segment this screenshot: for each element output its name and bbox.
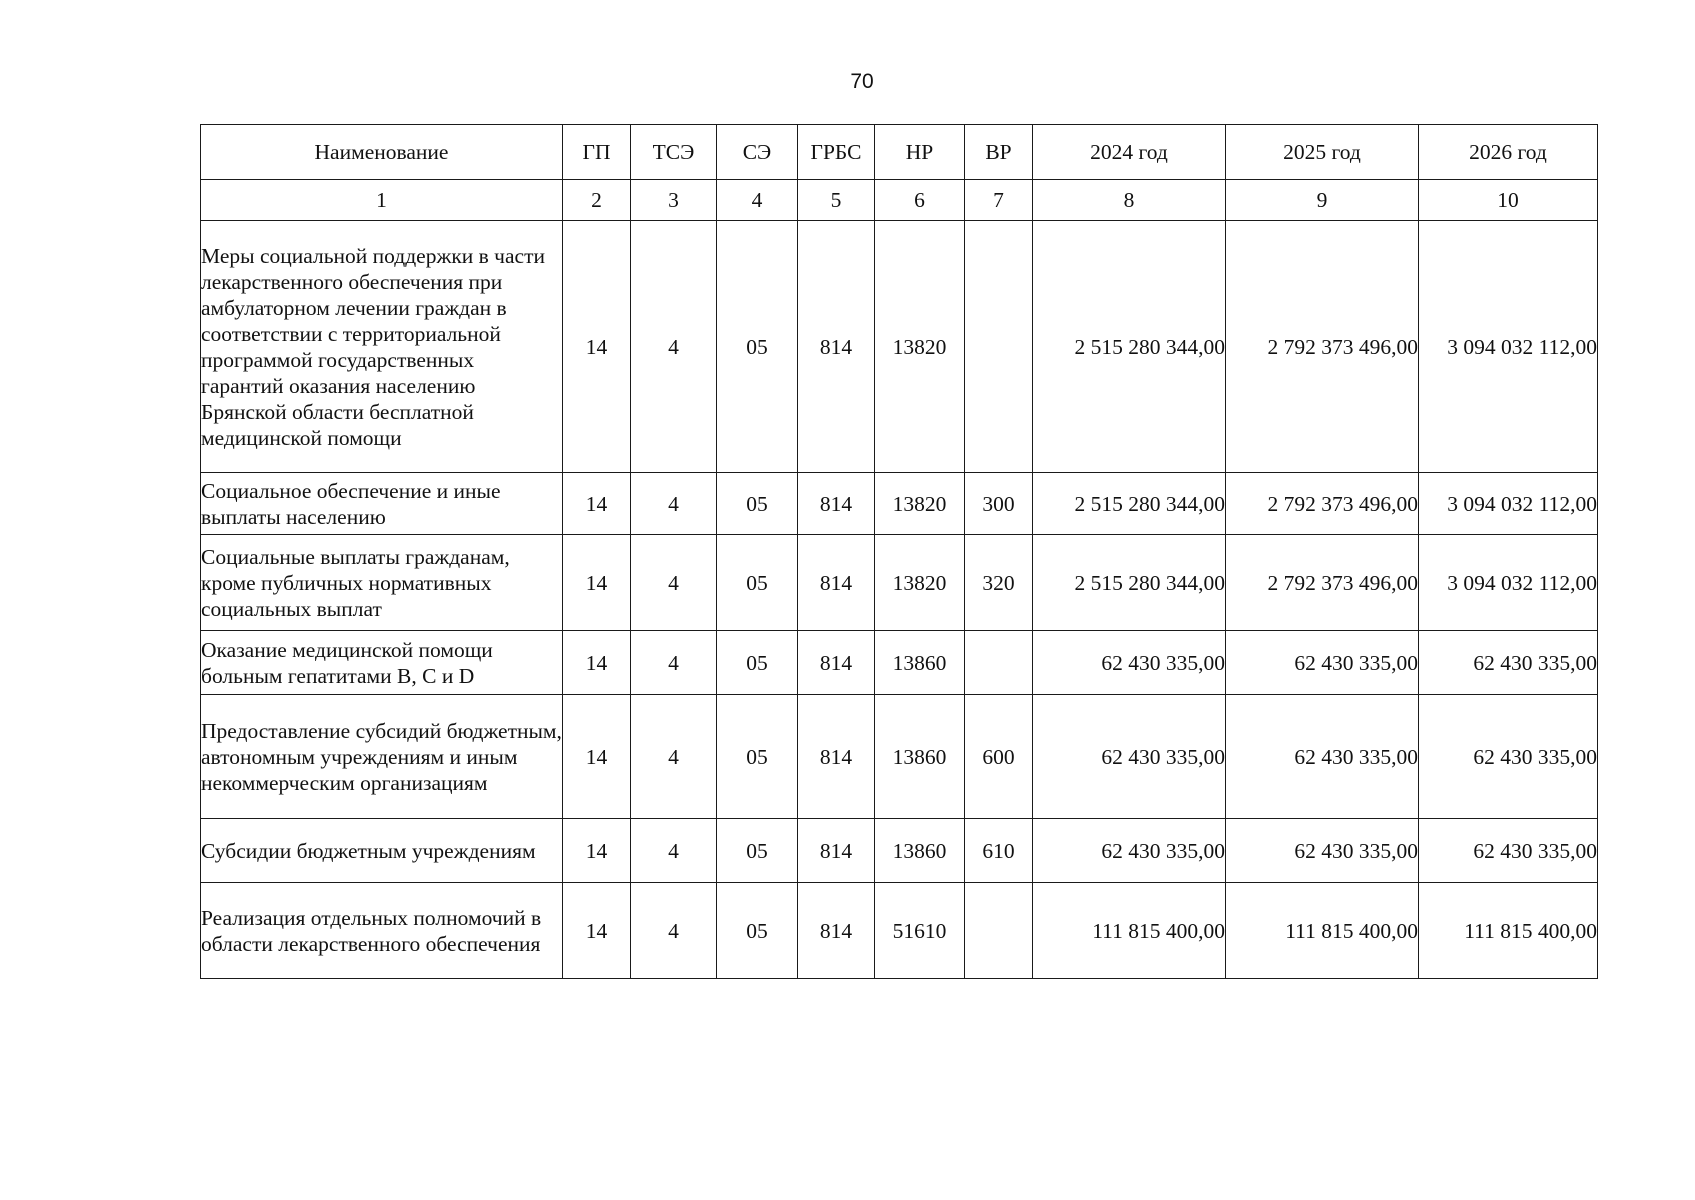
table-row — [201, 695, 1598, 819]
budget-table — [200, 124, 1598, 979]
cell-2026: 3 094 032 112,00 — [1419, 221, 1598, 473]
cell-name: Реализация отдельных полномочий в области лекарственного обеспечения — [201, 883, 563, 979]
cell-2026: 62 430 335,00 — [1419, 631, 1598, 695]
header-se: СЭ — [717, 125, 798, 180]
cell-2025: 62 430 335,00 — [1226, 631, 1419, 695]
header-nr: НР — [875, 125, 965, 180]
cell-tse: 4 — [631, 695, 717, 819]
table-row — [201, 631, 1598, 695]
column-number: 4 — [717, 180, 798, 221]
cell-se: 05 — [717, 819, 798, 883]
column-number: 2 — [563, 180, 631, 221]
header-gp: ГП — [563, 125, 631, 180]
cell-vr — [965, 221, 1033, 473]
cell-grbs: 814 — [798, 695, 875, 819]
header-2024: 2024 год — [1033, 125, 1226, 180]
cell-tse: 4 — [631, 819, 717, 883]
header-row — [201, 125, 1598, 180]
table-row — [201, 535, 1598, 631]
cell-nr: 13860 — [875, 695, 965, 819]
cell-2024: 2 515 280 344,00 — [1033, 473, 1226, 535]
header-vr: ВР — [965, 125, 1033, 180]
cell-se: 05 — [717, 473, 798, 535]
cell-name: Предоставление субсидий бюджетным, автономным учреждениям и иным некоммерческим организациям — [201, 695, 563, 819]
cell-gp: 14 — [563, 631, 631, 695]
cell-name: Социальное обеспечение и иные выплаты населению — [201, 473, 563, 535]
header-name: Наименование — [201, 125, 563, 180]
cell-tse: 4 — [631, 221, 717, 473]
cell-grbs: 814 — [798, 535, 875, 631]
cell-nr: 13860 — [875, 819, 965, 883]
table-row — [201, 221, 1598, 473]
cell-grbs: 814 — [798, 221, 875, 473]
column-number: 8 — [1033, 180, 1226, 221]
cell-vr: 300 — [965, 473, 1033, 535]
cell-gp: 14 — [563, 473, 631, 535]
cell-2025: 62 430 335,00 — [1226, 695, 1419, 819]
column-number: 10 — [1419, 180, 1598, 221]
cell-2024: 62 430 335,00 — [1033, 631, 1226, 695]
column-number: 7 — [965, 180, 1033, 221]
cell-nr: 13860 — [875, 631, 965, 695]
cell-2026: 62 430 335,00 — [1419, 819, 1598, 883]
cell-tse: 4 — [631, 631, 717, 695]
cell-2024: 62 430 335,00 — [1033, 695, 1226, 819]
table-row — [201, 819, 1598, 883]
cell-vr: 320 — [965, 535, 1033, 631]
cell-2024: 111 815 400,00 — [1033, 883, 1226, 979]
cell-2024: 2 515 280 344,00 — [1033, 535, 1226, 631]
cell-vr — [965, 631, 1033, 695]
column-number: 1 — [201, 180, 563, 221]
cell-name: Меры социальной поддержки в части лекарственного обеспечения при амбулаторном лечении граждан в соответствии с территориальной программой государственных гарантий оказания населению Брянской области бесплатной медицинской помощи — [201, 221, 563, 473]
cell-gp: 14 — [563, 221, 631, 473]
cell-2025: 2 792 373 496,00 — [1226, 473, 1419, 535]
cell-grbs: 814 — [798, 473, 875, 535]
cell-nr: 13820 — [875, 221, 965, 473]
cell-gp: 14 — [563, 535, 631, 631]
cell-grbs: 814 — [798, 819, 875, 883]
cell-gp: 14 — [563, 819, 631, 883]
cell-2025: 2 792 373 496,00 — [1226, 221, 1419, 473]
cell-vr: 600 — [965, 695, 1033, 819]
cell-2024: 2 515 280 344,00 — [1033, 221, 1226, 473]
cell-gp: 14 — [563, 695, 631, 819]
cell-name: Субсидии бюджетным учреждениям — [201, 819, 563, 883]
cell-tse: 4 — [631, 473, 717, 535]
column-number: 3 — [631, 180, 717, 221]
cell-se: 05 — [717, 631, 798, 695]
cell-nr: 13820 — [875, 535, 965, 631]
column-number: 9 — [1226, 180, 1419, 221]
cell-2024: 62 430 335,00 — [1033, 819, 1226, 883]
column-number: 5 — [798, 180, 875, 221]
cell-grbs: 814 — [798, 883, 875, 979]
header-tse: ТСЭ — [631, 125, 717, 180]
cell-vr: 610 — [965, 819, 1033, 883]
table-row — [201, 473, 1598, 535]
cell-name: Социальные выплаты гражданам, кроме публичных нормативных социальных выплат — [201, 535, 563, 631]
cell-2026: 62 430 335,00 — [1419, 695, 1598, 819]
cell-2025: 111 815 400,00 — [1226, 883, 1419, 979]
column-number: 6 — [875, 180, 965, 221]
cell-gp: 14 — [563, 883, 631, 979]
cell-se: 05 — [717, 695, 798, 819]
cell-2026: 3 094 032 112,00 — [1419, 473, 1598, 535]
header-2026: 2026 год — [1419, 125, 1598, 180]
cell-se: 05 — [717, 883, 798, 979]
column-number-row — [201, 180, 1598, 221]
cell-vr — [965, 883, 1033, 979]
cell-tse: 4 — [631, 535, 717, 631]
table-row — [201, 883, 1598, 979]
cell-nr: 51610 — [875, 883, 965, 979]
cell-2026: 3 094 032 112,00 — [1419, 535, 1598, 631]
cell-grbs: 814 — [798, 631, 875, 695]
cell-nr: 13820 — [875, 473, 965, 535]
cell-tse: 4 — [631, 883, 717, 979]
cell-name: Оказание медицинской помощи больным гепатитами B, C и D — [201, 631, 563, 695]
header-grbs: ГРБС — [798, 125, 875, 180]
cell-2026: 111 815 400,00 — [1419, 883, 1598, 979]
header-2025: 2025 год — [1226, 125, 1419, 180]
cell-2025: 2 792 373 496,00 — [1226, 535, 1419, 631]
cell-2025: 62 430 335,00 — [1226, 819, 1419, 883]
cell-se: 05 — [717, 221, 798, 473]
cell-se: 05 — [717, 535, 798, 631]
page-number: 70 — [850, 70, 874, 93]
